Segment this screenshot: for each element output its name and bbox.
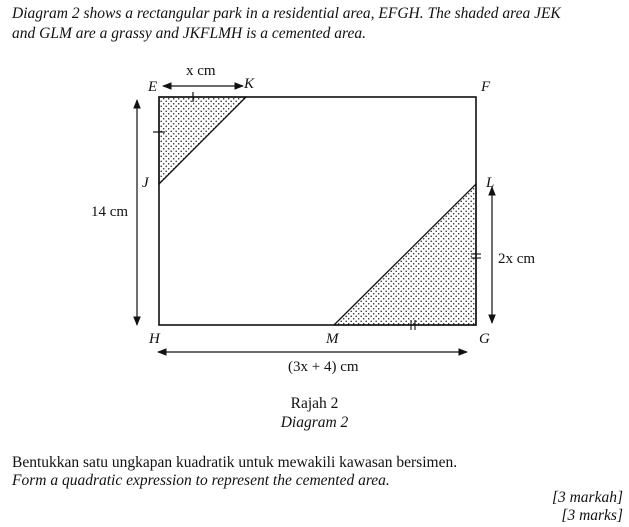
question-malay: Bentukkan satu ungkapan kuadratik untuk mewakili kawasan bersimen. xyxy=(12,454,458,471)
intro-line-2: and GLM are a grassy and JKFLMH is a cemented area. xyxy=(12,25,367,42)
vertex-l: L xyxy=(486,175,495,191)
marks-english: [3 marks] xyxy=(561,507,623,524)
vertex-m: M xyxy=(326,331,339,347)
caption-english: Diagram 2 xyxy=(280,414,349,431)
grassy-area-glm xyxy=(334,184,476,325)
vertex-h: H xyxy=(149,331,160,347)
caption-malay: Rajah 2 xyxy=(290,395,339,412)
vertex-k: K xyxy=(244,76,255,92)
vertex-f: F xyxy=(481,79,491,95)
grassy-area-jek xyxy=(159,97,246,184)
vertex-e: E xyxy=(148,79,158,95)
dim-label-top: x cm xyxy=(186,63,216,79)
intro-line-1: Diagram 2 shows a rectangular park in a residential area, EFGH. The shaded area JEK xyxy=(12,5,561,22)
dim-label-left: 14 cm xyxy=(91,204,129,220)
vertex-j: J xyxy=(142,175,149,191)
marks-malay: [3 markah] xyxy=(551,489,623,506)
vertex-g: G xyxy=(479,331,490,347)
dim-label-right: 2x cm xyxy=(498,251,536,267)
question-english: Form a quadratic expression to represent the cemented area. xyxy=(12,472,390,489)
dim-label-bottom: (3x + 4) cm xyxy=(288,359,359,375)
